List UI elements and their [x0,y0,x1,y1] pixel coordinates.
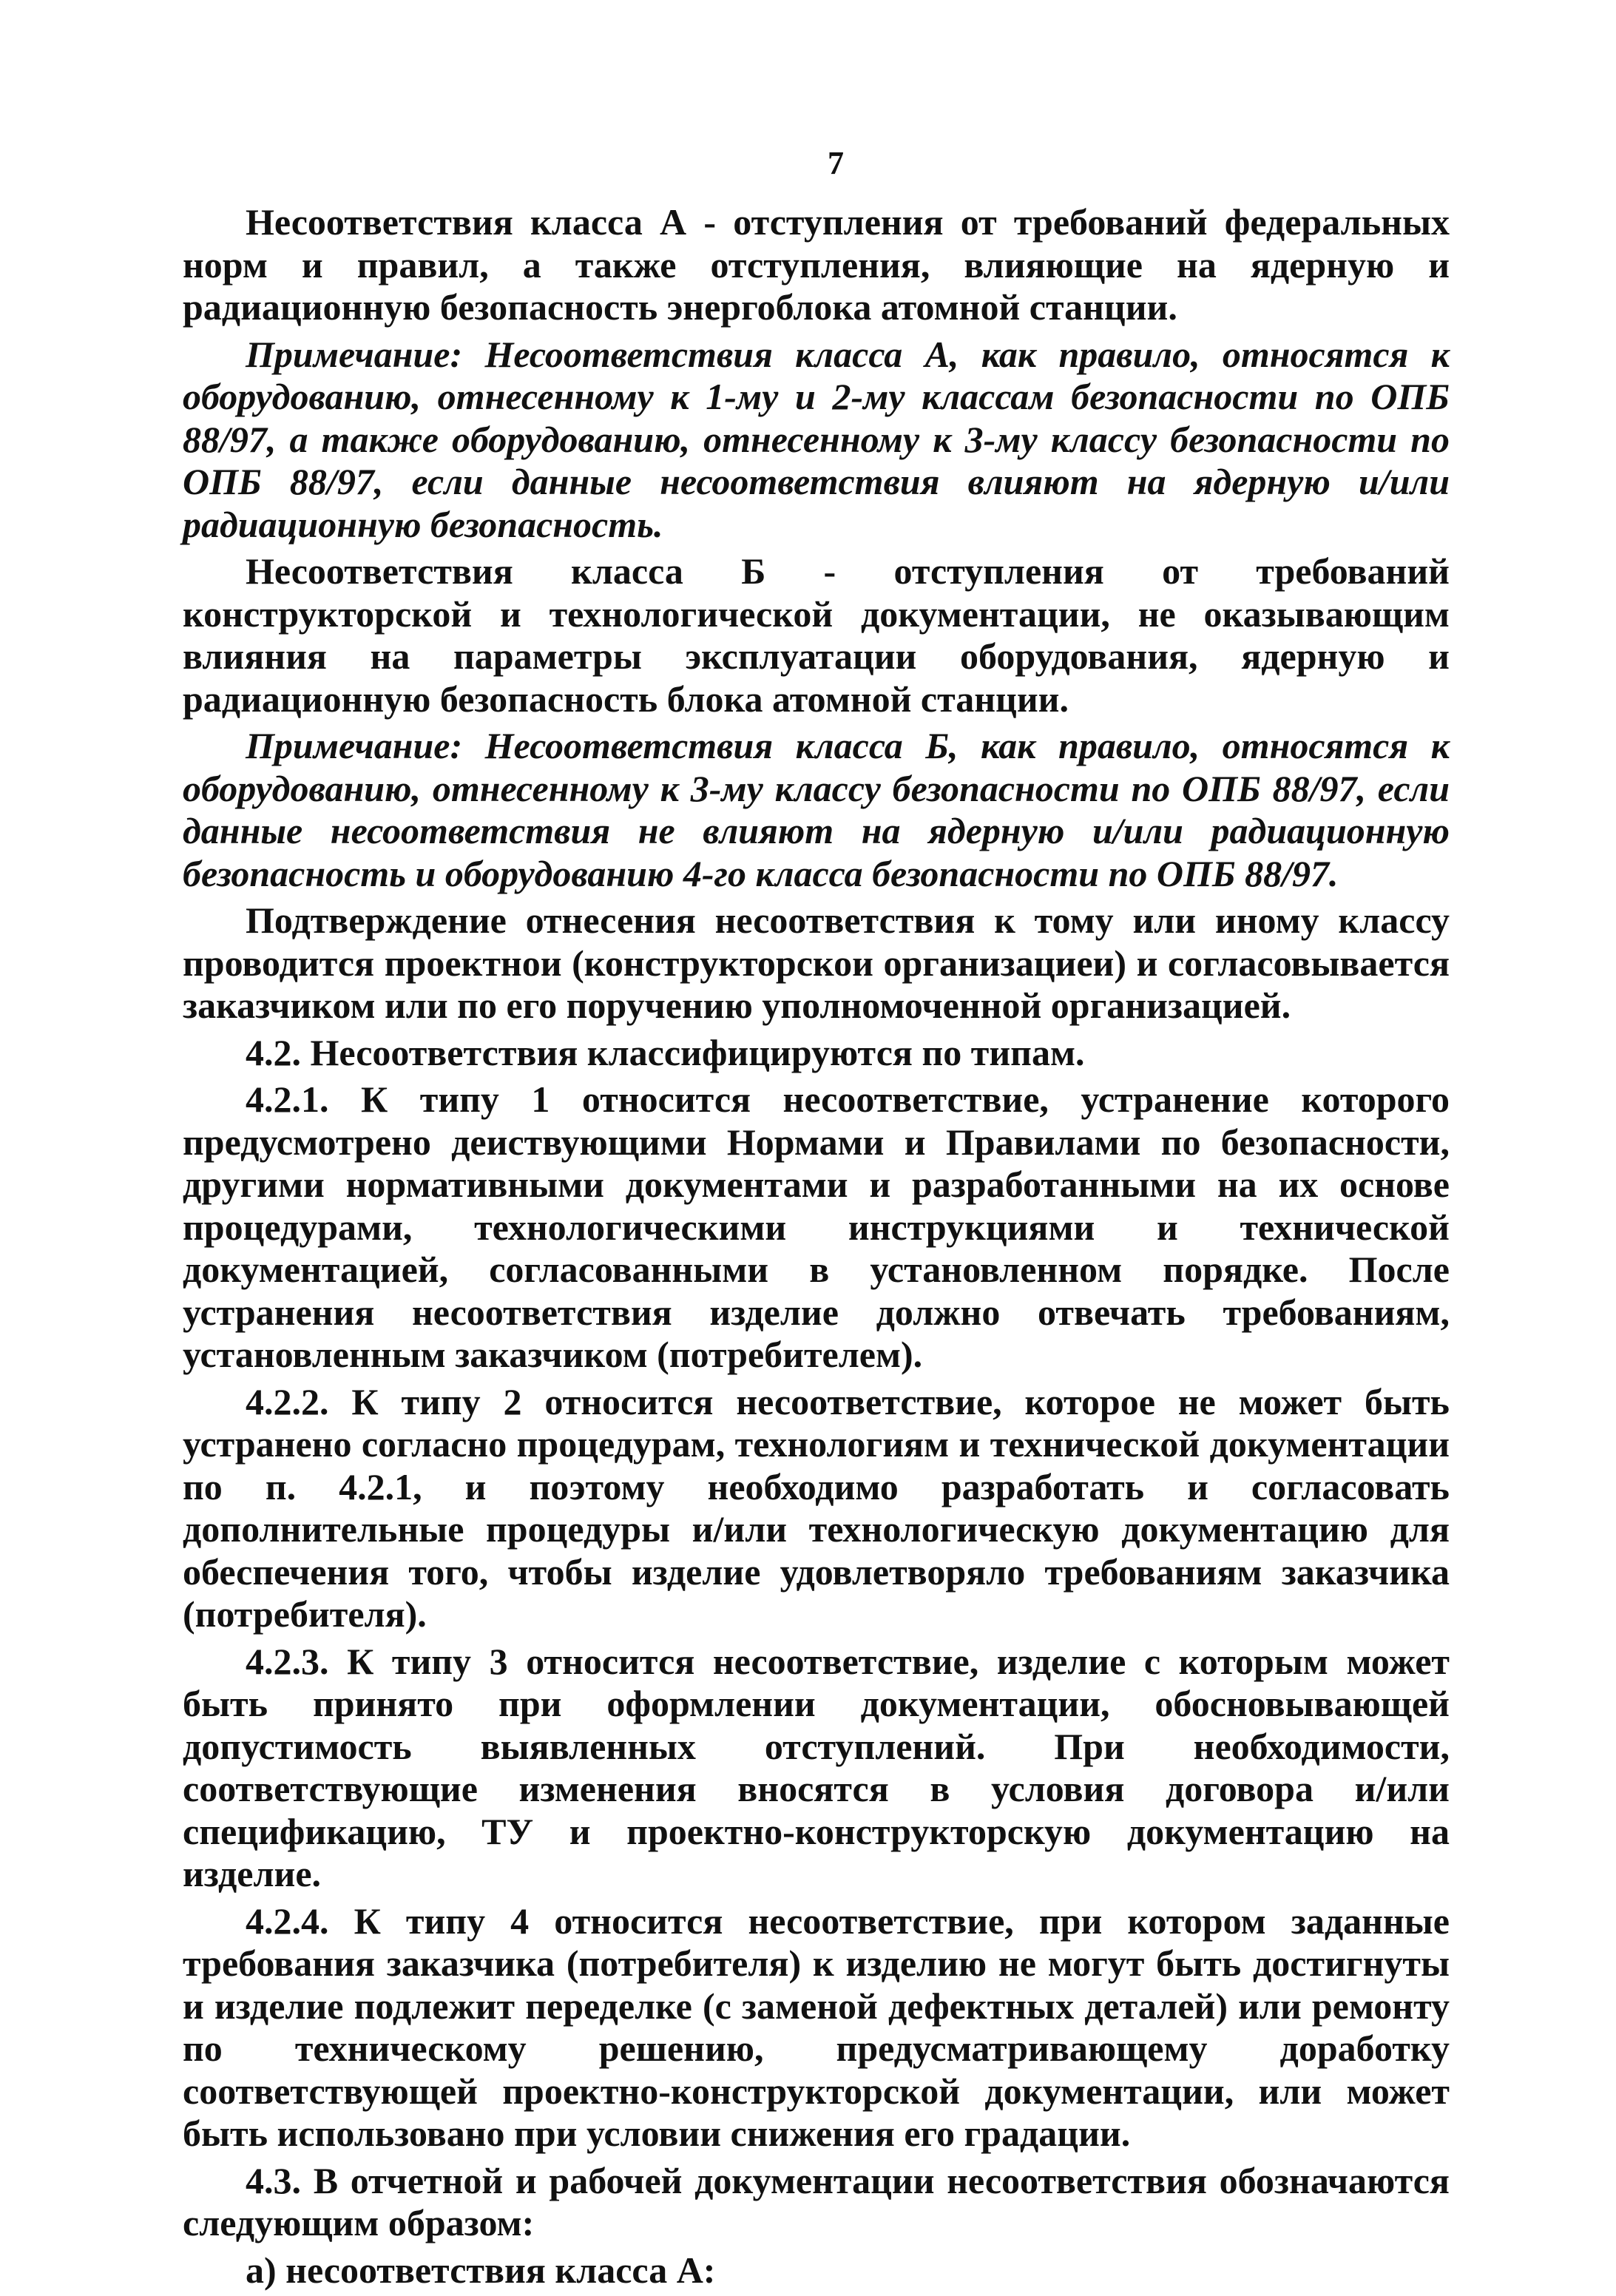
paragraph-class-confirmation: Подтверждение отнесения несоответствия к тому или иному классу проводится проектнои (конструкторскои организациеи) и согласовывается заказчиком или по его поручению уполномоченной организацией. [183,899,1450,1026]
note-class-b [183,725,1450,895]
paragraph-class-a-definition: Несоответствия класса А - отступления от требований федеральных норм и правил, а также отступления, влияющие на ядерную и радиационную безопасность энергоблока атомной станции. [183,201,1450,328]
note-label: Примечание: [246,333,463,375]
paragraph-4-2-1: 4.2.1. К типу 1 относится несоответствие, устранение которого предусмотрено деиствующими Нормами и Правилами по безопасности, другими нормативными документами и разработанными на их основе процедурами, технологическими инструкциями и технической документацией, согласованными в установленном порядке. После устранения несоответствия изделие должно отвечать требованиям, установленным заказчиком (потребителем). [183,1078,1450,1375]
paragraph-class-b-definition: Несоответствия класса Б - отступления от требований конструкторской и технологической документации, не оказывающим влияния на параметры эксплуатации оборудования, ядерную и радиационную безопасность блока атомной станции. [183,550,1450,720]
document-body [183,201,1450,2296]
paragraph-4-3: 4.3. В отчетной и рабочей документации несоответствия обозначаются следующим образом: [183,2159,1450,2243]
note-text: Несоответствия класса А, как правило, относятся к оборудованию, отнесенному к 1-му и 2-му классам безопасности по ОПБ 88/97, а также оборудованию, отнесенному к 3-му классу безопасности по ОПБ 88/97, если данные несоответствия влияют на ядерную и/или радиационную безопасность. [183,333,1450,545]
list-item-a: а) несоответствия класса А: [246,2249,716,2291]
note-class-a [183,334,1450,547]
paragraph-4-2: 4.2. Несоответствия классифицируются по типам. [246,1031,1085,1073]
page-number: 7 [828,145,844,181]
paragraph-4-2-3: 4.2.3. К типу 3 относится несоответствие, изделие с которым может быть принято при оформлении документации, обосновывающей допустимость выявленных отступлений. При необходимости, соответствующие изменения вносятся в условия договора и/или спецификацию, ТУ и проектно-конструкторскую документацию на изделие. [183,1640,1450,1894]
note-label: Примечание: [246,725,463,766]
paragraph-4-2-4: 4.2.4. К типу 4 относится несоответствие, при котором заданные требования заказчика (потребителя) к изделию не могут быть достигнуты и изделие подлежит переделке (с заменой дефектных деталей) или ремонту по техническому решению, предусматривающему доработку соответствующей проектно-конструкторской документации, или может быть использовано при условии снижения его градации. [183,1900,1450,2154]
note-text: Несоответствия класса Б, как правило, относятся к оборудованию, отнесенному к 3-му классу безопасности по ОПБ 88/97, если данные несоответствия не влияют на ядерную и/или радиационную безопасность и оборудованию 4-го класса безопасности по ОПБ 88/97. [183,725,1450,894]
paragraph-4-2-2: 4.2.2. К типу 2 относится несоответствие, которое не может быть устранено согласно процедурам, технологиям и технической документации по п. 4.2.1, и поэтому необходимо разработать и согласовать дополнительные процедуры и/или технологическую документацию для обеспечения того, чтобы изделие удовлетворяло требованиям заказчика (потребителя). [183,1380,1450,1635]
